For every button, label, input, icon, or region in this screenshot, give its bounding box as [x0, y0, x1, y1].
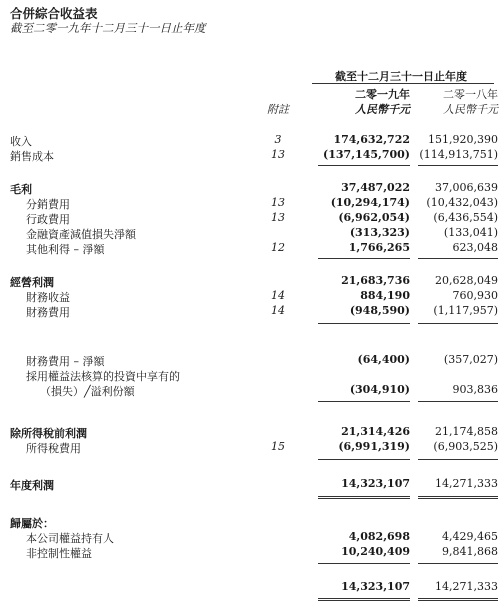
- subtotal-rule: [418, 459, 498, 460]
- row-note: 13: [271, 196, 285, 209]
- row-label: 財務費用: [26, 306, 70, 319]
- total-double-rule: [318, 496, 410, 499]
- row-label: 毛利: [10, 183, 32, 196]
- row-value-2019: (137,145,700): [323, 148, 410, 161]
- row-note: 13: [271, 148, 285, 161]
- row-label: 採用權益法核算的投資中享有的: [26, 370, 180, 383]
- subtotal-rule: [418, 401, 498, 402]
- row-value-2018: (6,903,525): [433, 440, 498, 453]
- row-value-2018: 4,429,465: [442, 530, 498, 543]
- row-label: 分銷費用: [26, 198, 70, 211]
- row-value-2019: 1,766,265: [348, 241, 410, 254]
- table-row: [0, 304, 503, 318]
- statement-subtitle: 截至二零一九年十二月三十一日止年度: [10, 21, 206, 35]
- subtotal-rule: [318, 323, 410, 324]
- row-value-2019: (948,590): [349, 304, 410, 317]
- row-label: 除所得稅前利潤: [10, 427, 87, 440]
- row-value-2018: (133,041): [443, 226, 498, 239]
- row-value-2019: 21,683,736: [341, 274, 410, 287]
- table-row: [0, 133, 503, 147]
- row-note: 12: [271, 241, 285, 254]
- table-row: [0, 353, 503, 367]
- subtotal-rule: [418, 165, 498, 166]
- row-value-2018: 37,006,639: [435, 181, 498, 194]
- subtotal-rule: [418, 323, 498, 324]
- row-value-2019: 174,632,722: [333, 133, 410, 146]
- table-row: [0, 181, 503, 195]
- table-row: [0, 530, 503, 544]
- row-value-2018: 903,836: [452, 383, 498, 396]
- table-row: [0, 211, 503, 225]
- subtotal-rule: [418, 258, 498, 259]
- table-row: [0, 477, 503, 491]
- row-label: 財務費用 – 淨額: [26, 355, 105, 368]
- row-value-2019: 10,240,409: [341, 545, 410, 558]
- header-rule: [312, 83, 494, 84]
- unit-2019-header: 人民幣千元: [355, 103, 410, 116]
- subtotal-rule: [318, 459, 410, 460]
- row-label: （損失）╱溢利份額: [40, 385, 135, 398]
- row-value-2018: 151,920,390: [428, 133, 498, 146]
- table-row: [0, 545, 503, 559]
- row-value-2019: (6,962,054): [338, 211, 410, 224]
- row-note: 15: [271, 440, 285, 453]
- unit-2018-header: 人民幣千元: [443, 103, 498, 116]
- row-value-2019: 4,082,698: [348, 530, 410, 543]
- row-value-2018: (357,027): [443, 353, 498, 366]
- table-row: [0, 241, 503, 255]
- subtotal-rule: [318, 258, 410, 259]
- row-value-2018: 760,930: [452, 289, 498, 302]
- total-double-rule: [418, 496, 498, 499]
- table-row: [0, 274, 503, 288]
- row-value-2018: (114,913,751): [419, 148, 498, 161]
- row-value-2019: 37,487,022: [341, 181, 410, 194]
- row-value-2019: 884,190: [360, 289, 410, 302]
- row-value-2019: 14,323,107: [341, 580, 410, 593]
- period-header: 截至十二月三十一日止年度: [335, 70, 467, 83]
- total-double-rule: [418, 598, 498, 601]
- row-value-2018: 14,271,333: [435, 477, 498, 490]
- row-value-2018: (6,436,554): [433, 211, 498, 224]
- row-note: 14: [271, 289, 285, 302]
- subtotal-rule: [318, 563, 410, 564]
- row-label: 非控制性權益: [26, 547, 92, 560]
- table-row: [0, 226, 503, 240]
- row-value-2019: (64,400): [357, 353, 410, 366]
- row-note: 14: [271, 304, 285, 317]
- table-row: [0, 148, 503, 162]
- table-row: [0, 383, 503, 397]
- row-value-2018: (1,117,957): [433, 304, 498, 317]
- row-label: 所得稅費用: [26, 442, 81, 455]
- row-value-2018: 9,841,868: [442, 545, 498, 558]
- row-label: 歸屬於：: [10, 517, 54, 530]
- row-value-2019: (10,294,174): [330, 196, 410, 209]
- subtotal-rule: [418, 563, 498, 564]
- row-value-2019: (313,323): [349, 226, 410, 239]
- row-label: 年度利潤: [10, 479, 54, 492]
- row-value-2018: (10,432,043): [426, 196, 498, 209]
- subtotal-rule: [318, 401, 410, 402]
- table-row: [0, 580, 503, 594]
- table-row: [0, 515, 503, 529]
- row-value-2018: 14,271,333: [435, 580, 498, 593]
- note-header: 附註: [267, 103, 289, 116]
- row-value-2019: 21,314,426: [341, 425, 410, 438]
- table-row: [0, 425, 503, 439]
- table-row: [0, 196, 503, 210]
- row-label: 銷售成本: [10, 150, 54, 163]
- table-row: [0, 368, 503, 382]
- row-value-2018: 21,174,858: [435, 425, 498, 438]
- year-2018-header: 二零一八年: [443, 88, 498, 101]
- statement-title: 合併綜合收益表: [10, 6, 98, 21]
- row-label: 經營利潤: [10, 276, 54, 289]
- row-value-2018: 623,048: [452, 241, 498, 254]
- row-label: 其他利得 – 淨額: [26, 243, 105, 256]
- table-row: [0, 440, 503, 454]
- row-label: 本公司權益持有人: [26, 532, 114, 545]
- row-label: 收入: [10, 135, 32, 148]
- table-row: [0, 289, 503, 303]
- subtotal-rule: [318, 165, 410, 166]
- row-label: 行政費用: [26, 213, 70, 226]
- row-label: 財務收益: [26, 291, 70, 304]
- row-value-2019: (304,910): [349, 383, 410, 396]
- row-value-2019: 14,323,107: [341, 477, 410, 490]
- row-label: 金融資產減值損失淨額: [26, 228, 136, 241]
- row-value-2019: (6,991,319): [338, 440, 410, 453]
- year-2019-header: 二零一九年: [355, 88, 410, 101]
- row-value-2018: 20,628,049: [435, 274, 498, 287]
- row-note: 13: [271, 211, 285, 224]
- row-note: 3: [274, 133, 282, 146]
- total-double-rule: [318, 598, 410, 601]
